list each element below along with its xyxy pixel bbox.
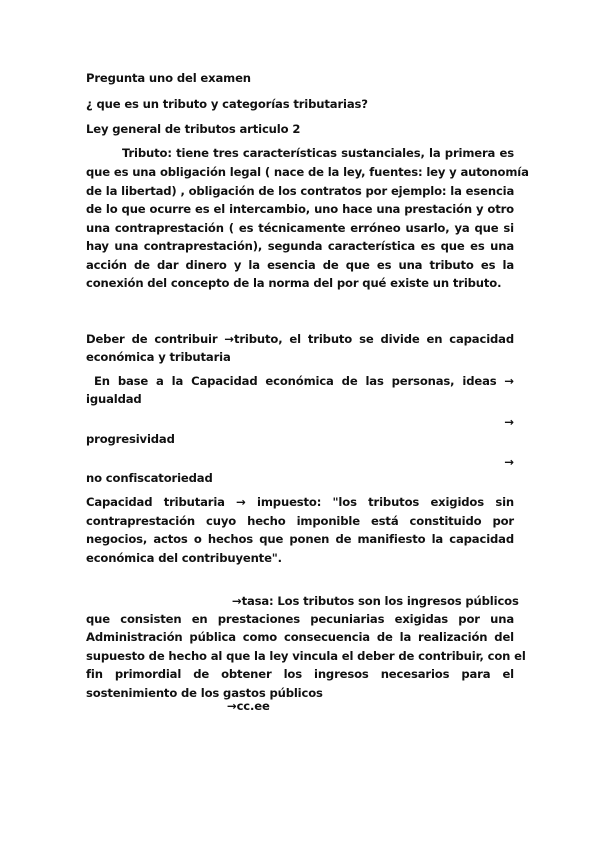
item-igualdad: igualdad bbox=[86, 392, 142, 406]
arrow-glyph: → bbox=[504, 415, 514, 429]
item-no-confiscatoriedad: no confiscatoriedad bbox=[86, 471, 213, 485]
paragraph-line: económica del contribuyente". bbox=[86, 551, 282, 565]
arrow-glyph: → bbox=[504, 455, 514, 469]
question-number: Pregunta uno del examen bbox=[86, 71, 251, 85]
paragraph-line: que es una obligación legal ( nace de la ley, fuentes: ley y autonomía bbox=[86, 165, 529, 179]
paragraph-line: Capacidad tributaria → impuesto: "los tributos exigidos sin bbox=[86, 495, 514, 509]
paragraph-line: Deber de contribuir →tributo, el tributo se divide en capacidad bbox=[86, 332, 514, 346]
paragraph-line: de lo que ocurre es el intercambio, uno hace una prestación y otro bbox=[86, 202, 514, 216]
paragraph-line: Administración pública como consecuencia de la realización del bbox=[86, 630, 514, 644]
paragraph-line: Tributo: tiene tres características sustanciales, la primera es bbox=[122, 146, 514, 160]
question-text: ¿ que es un tributo y categorías tributarias? bbox=[86, 97, 368, 111]
item-progresividad: progresividad bbox=[86, 432, 175, 446]
paragraph-line: una contraprestación ( es técnicamente erróneo usarlo, ya que si bbox=[86, 221, 514, 235]
paragraph-line: En base a la Capacidad económica de las personas, ideas → bbox=[94, 374, 514, 388]
paragraph-line: económica y tributaria bbox=[86, 350, 231, 364]
paragraph-line: fin primordial de obtener los ingresos necesarios para el bbox=[86, 667, 514, 681]
paragraph-line: contraprestación cuyo hecho imponible está constituido por bbox=[86, 514, 514, 528]
paragraph-line: acción de dar dinero y la esencia de que es una tributo es la bbox=[86, 258, 514, 272]
paragraph-line: que consisten en prestaciones pecuniarias exigidas por una bbox=[86, 612, 514, 626]
paragraph-line: sostenimiento de los gastos públicos bbox=[86, 686, 323, 700]
paragraph-line: hay una contraprestación), segunda característica es que es una bbox=[86, 239, 514, 253]
paragraph-line: negocios, actos o hechos que ponen de manifiesto la capacidad bbox=[86, 532, 514, 546]
paragraph-line: de la libertad) , obligación de los contratos por ejemplo: la esencia bbox=[86, 184, 515, 198]
law-reference: Ley general de tributos articulo 2 bbox=[86, 122, 301, 136]
paragraph-line: →tasa: Los tributos son los ingresos públicos bbox=[232, 594, 519, 608]
paragraph-line: supuesto de hecho al que la ley vincula el deber de contribuir, con el bbox=[86, 649, 526, 663]
paragraph-line: conexión del concepto de la norma del por qué existe un tributo. bbox=[86, 276, 502, 290]
contribuciones-especiales: →cc.ee bbox=[227, 699, 270, 713]
